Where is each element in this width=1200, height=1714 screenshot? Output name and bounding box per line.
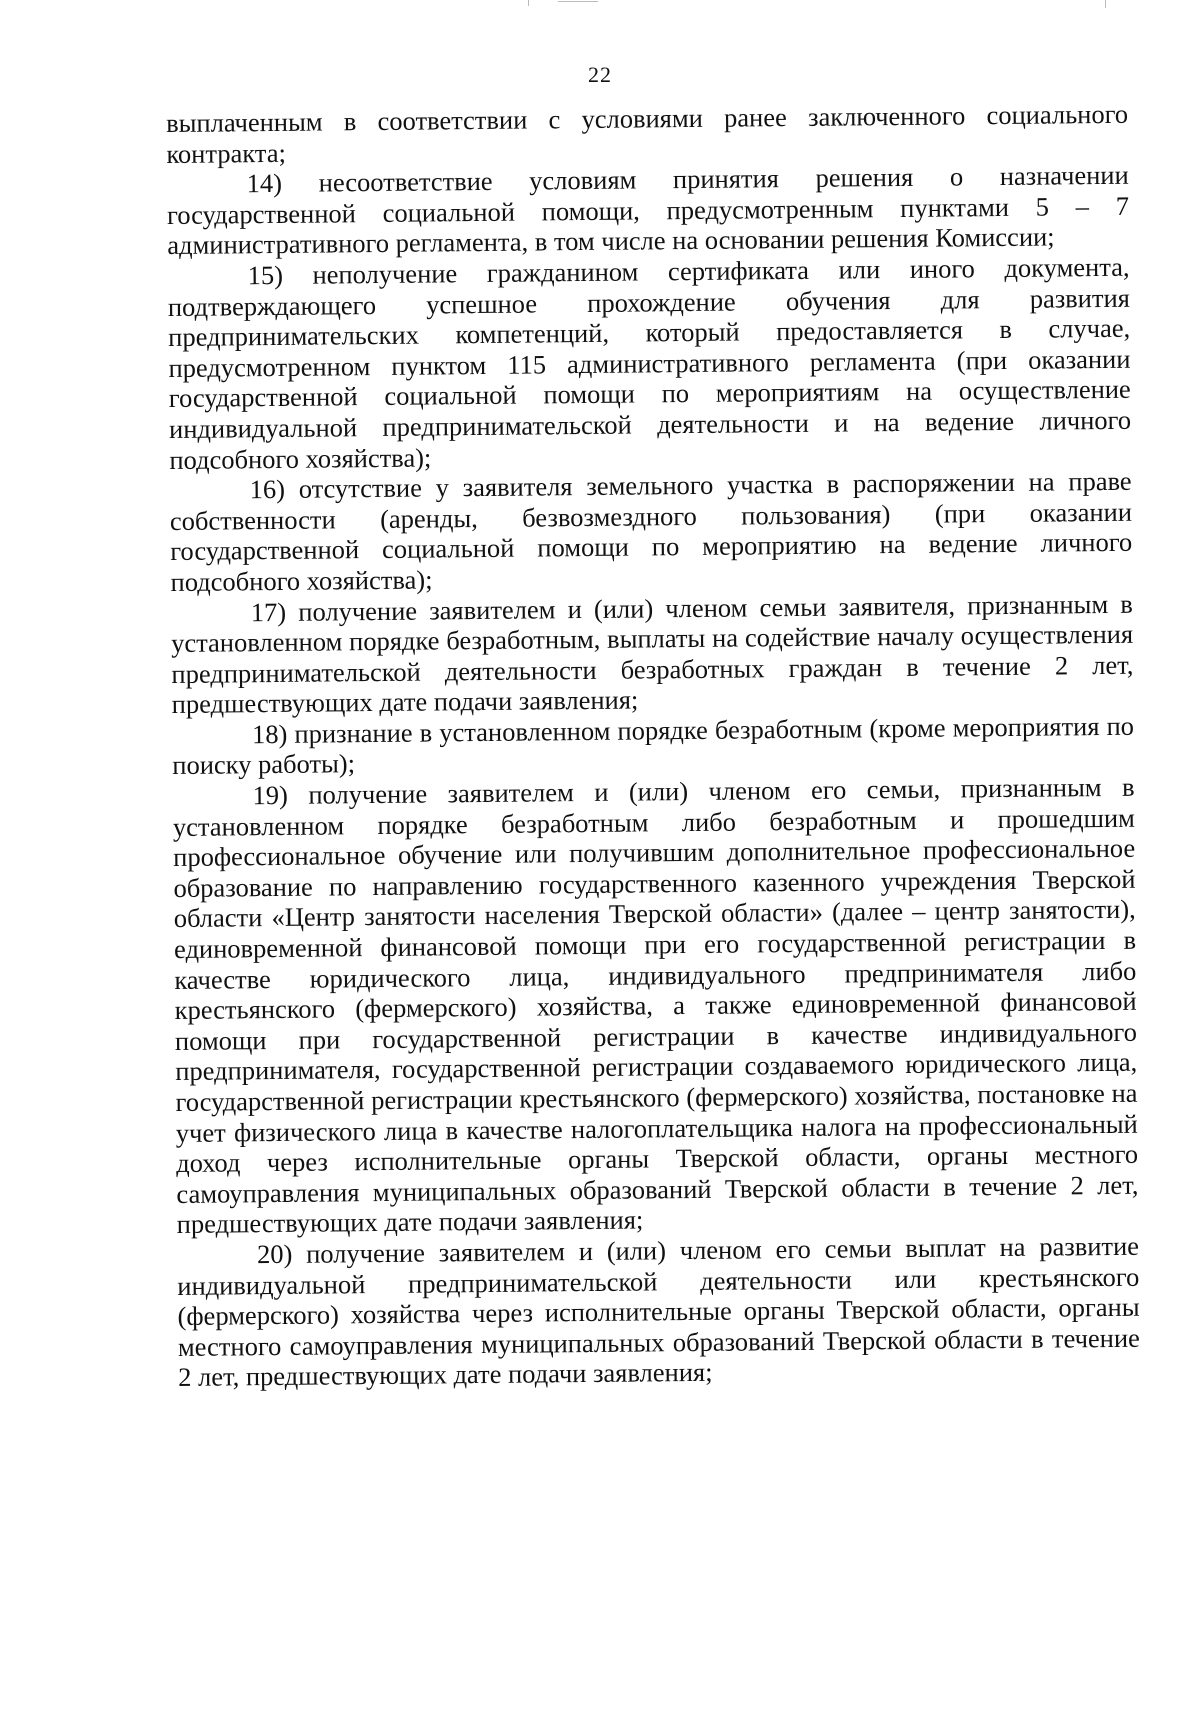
scan-artifact: [558, 1, 598, 2]
document-body: [166, 99, 1140, 1393]
list-item-15: 15) неполучение гражданином сертификата или иного документа, подтверждающего успешное прохождение обучения для развития предпринимательских компетенций, который предоставляется в случае, предусмотренном пунктом 115 административного регламента (при оказании государственной социальной помощи по мероприятиям на осуществление индивидуальной предпринимательской деятельности и на ведение личного подсобного хозяйства);: [167, 251, 1132, 475]
scan-artifact: [528, 0, 529, 6]
list-item-14: 14) несоответствие условиям принятия решения о назначении государственной социальной помощи, предусмотренным пунктами 5 – 7 административного регламента, в том числе на основании решения Комиссии;: [166, 159, 1130, 261]
list-item-19: 19) получение заявителем и (или) членом его семьи, признанным в установленном порядке безработным либо безработным и прошедшим профессиональное обучение или получившим дополнительное профессиональное образование по направлению государственного казенного учреждения Тверской области «Центр занятости населения Тверской области» (далее – центр занятости), единовременной финансовой помощи при его государственной регистрации в качестве юридического лица, индивидуального предпринимателя либо крестьянского (фермерского) хозяйства, а также единовременной финансовой помощи при государственной регистрации в качестве индивидуального предпринимателя, государственной регистрации создаваемого юридического лица, государственной регистрации крестьянского (фермерского) хозяйства, постановке на учет физического лица в качестве налогоплательщика налога на профессиональный доход через исполнительные органы Тверской области, органы местного самоуправления муниципальных образований Тверской области в течение 2 лет, предшествующих дате подачи заявления;: [172, 771, 1139, 1240]
list-item-18: 18) признание в установленном порядке безработным (кроме мероприятия по поиску работы);: [172, 710, 1135, 781]
list-item-16: 16) отсутствие у заявителя земельного участка в распоряжении на праве собственности (аренды, безвозмездного пользования) (при оказании государственной социальной помощи по мероприятию на ведение личного подсобного хозяйства);: [169, 465, 1133, 597]
page-number: 22: [588, 62, 612, 87]
list-item-20: 20) получение заявителем и (или) членом его семьи выплат на развитие индивидуальной предпринимательской деятельности или крестьянского (фермерского) хозяйства через исполнительные органы Тверской области, органы местного самоуправления муниципальных образований Тверской области в течение 2 лет, предшествующих дате подачи заявления;: [177, 1230, 1140, 1393]
scan-artifact: [1105, 0, 1106, 8]
paragraph-continuation: выплаченным в соответствии с условиями ранее заключенного социального контракта;: [166, 98, 1129, 169]
list-item-17: 17) получение заявителем и (или) членом семьи заявителя, признанным в установленном порядке безработным, выплаты на содействие началу осуществления предпринимательской деятельности безработных граждан в течение 2 лет, предшествующих дате подачи заявления;: [170, 588, 1134, 720]
